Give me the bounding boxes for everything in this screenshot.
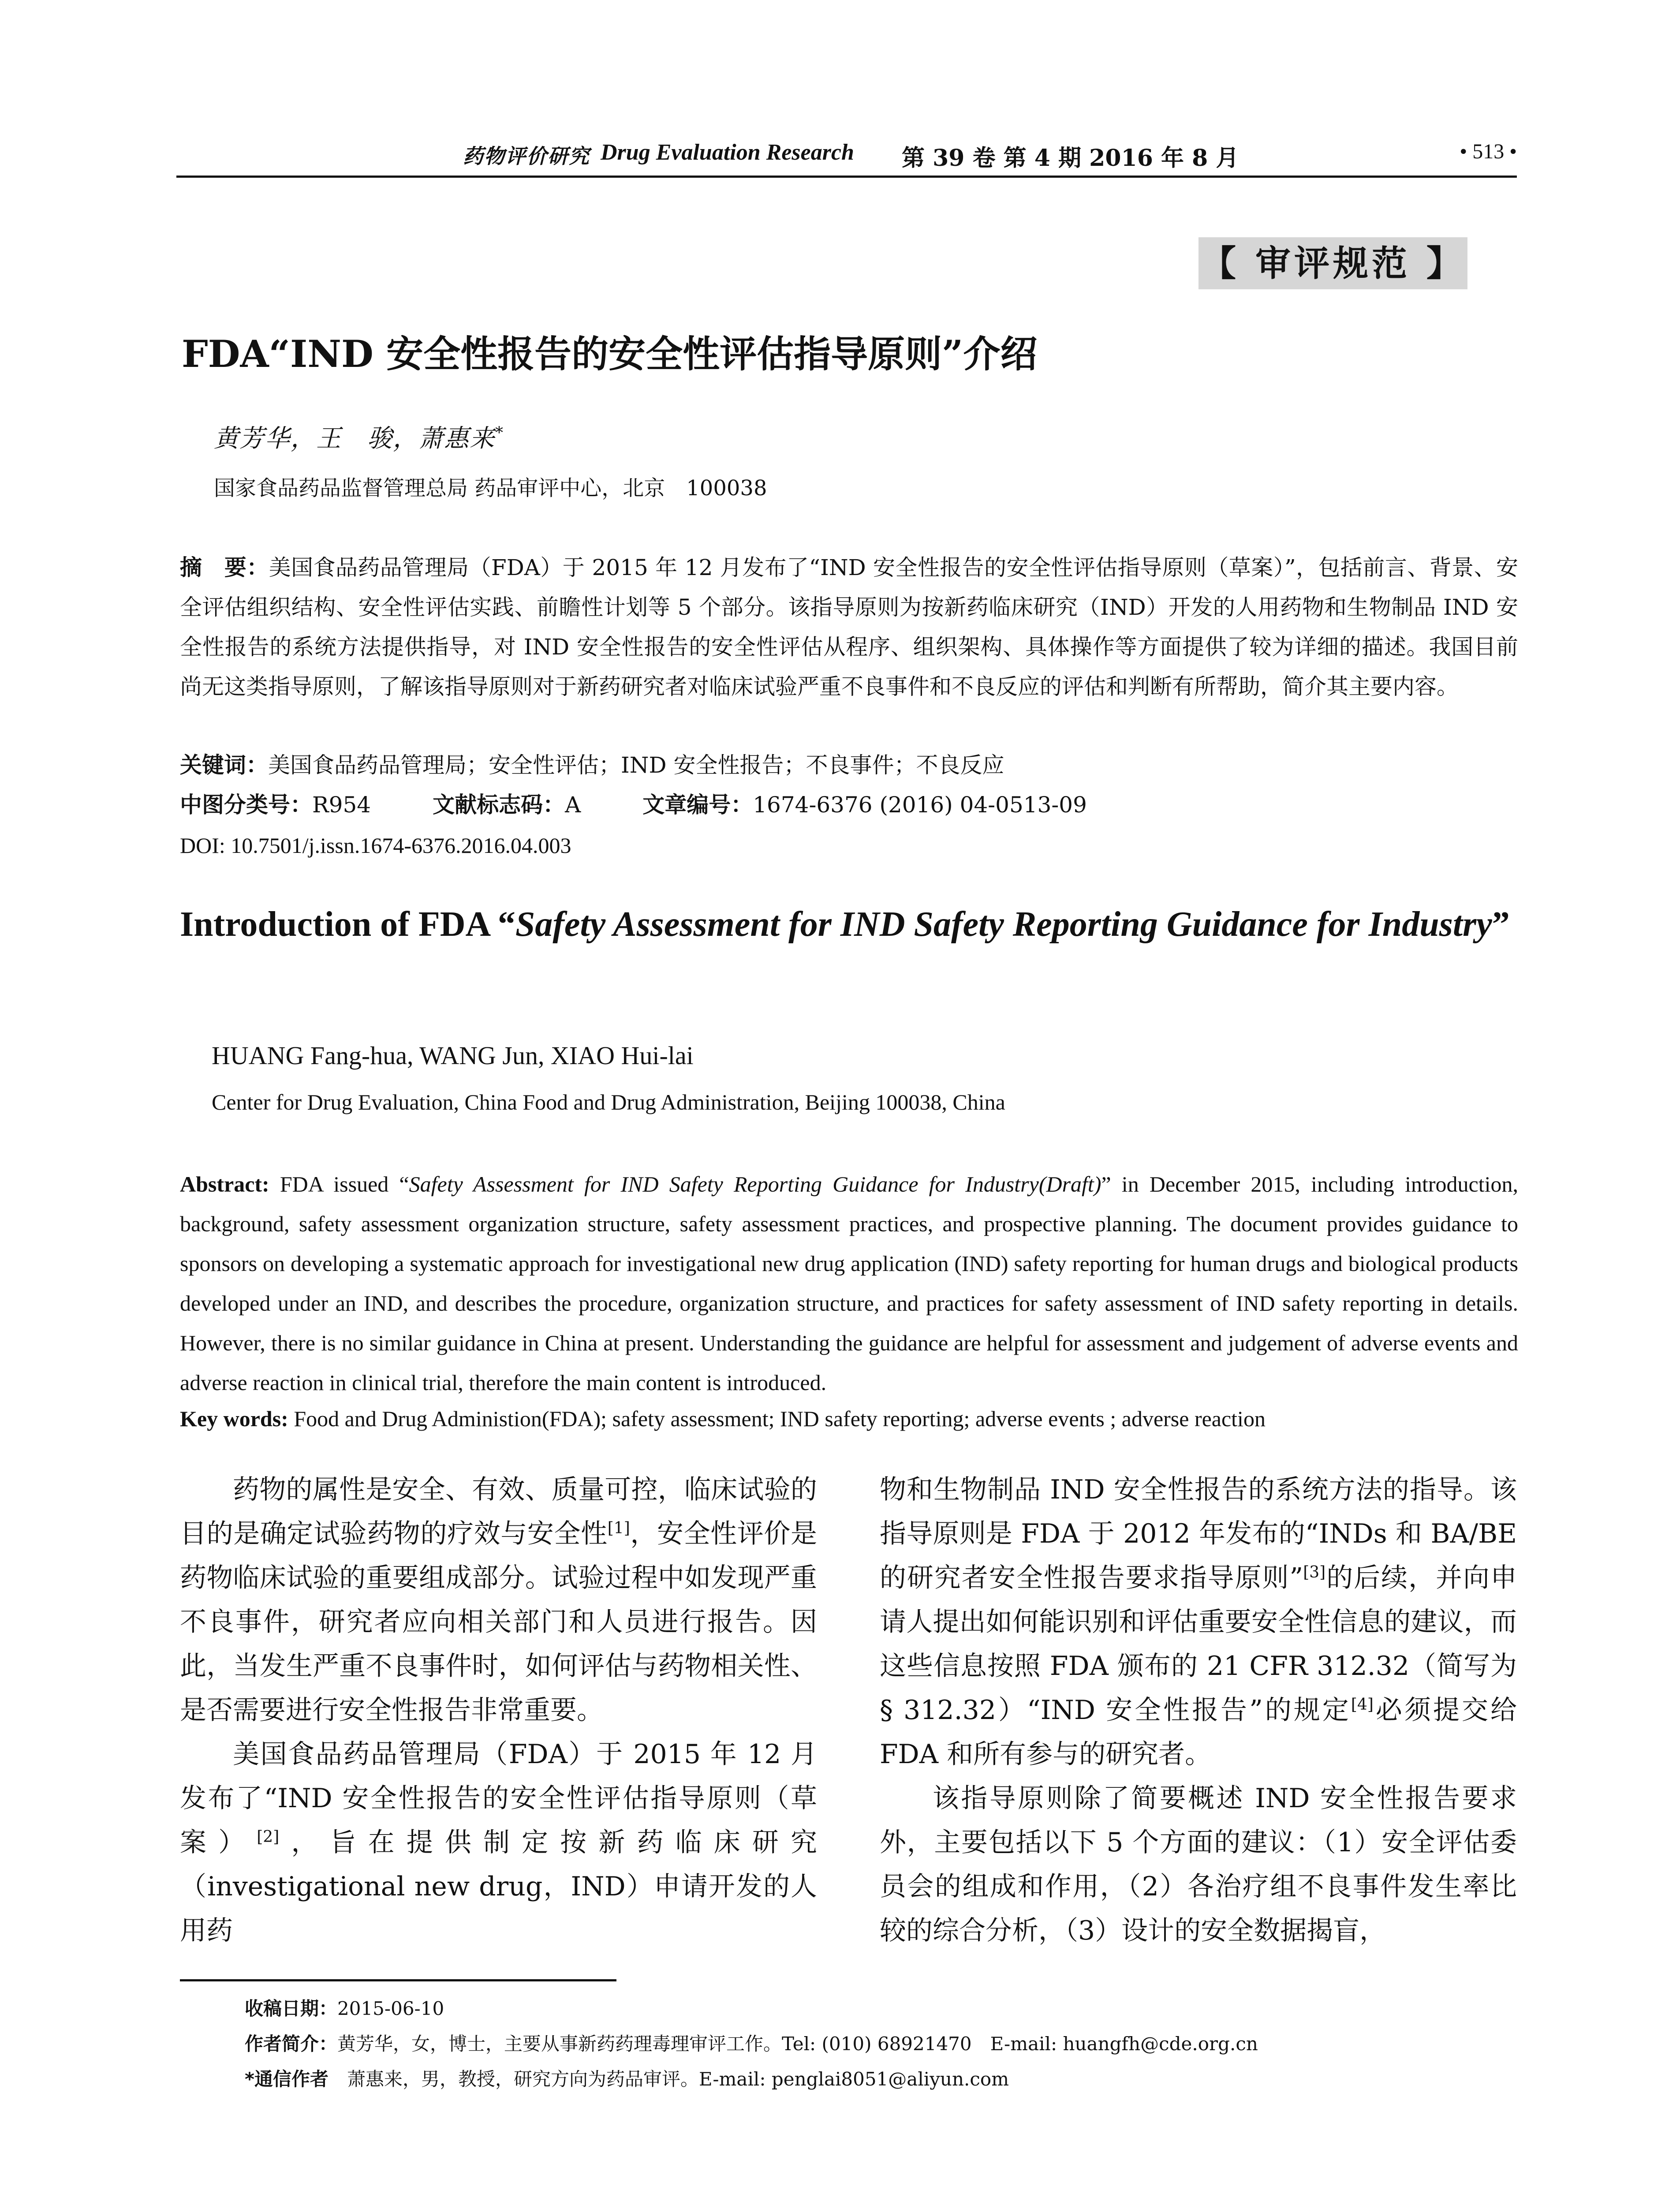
footnote-corresponding <box>245 2065 1009 2091</box>
corresponding-info: 萧惠来，男，教授，研究方向为药品审评。E-mail: penglai8051@aliyun.com <box>328 2068 1009 2090</box>
english-abstract-label: Abstract: <box>180 1172 269 1196</box>
corresponding-label: *通信作者 <box>245 2068 329 2090</box>
body-text: ，安全性评价是药物临床试验的重要组成部分。试验过程中如发现严重不良事件，研究者应向相关部门和人员进行报告。因此，当发生严重不良事件时，如何评估与药物相关性、是否需要进行安全性报告非常重要。 <box>180 1518 818 1726</box>
article-no-label: 文章编号： <box>642 792 753 818</box>
corresponding-mark: * <box>495 424 504 442</box>
doc-code-value: A <box>565 792 581 818</box>
english-keywords-label: Key words: <box>180 1406 288 1431</box>
chinese-abstract-text: 美国食品药品管理局（FDA）于 2015 年 12 月发布了“IND 安全性报告的安全性评估指导原则（草案）”，包括前言、背景、安全评估组织结构、安全性评估实践、前瞻性计划等 5 个部分。该指导原则为按新药临床研究（IND）开发的人用药物和生物制品 IND 安全性报告的系统方法提供指导，对 IND 安全性报告的安全性评估从程序、组织架构、具体操作等方面提供了较为详细的描述。我国目前尚无这类指导原则，了解该指导原则对于新药研究者对临床试验严重不良事件和不良反应的评估和判断有所帮助，简介其主要内容。 <box>180 555 1518 699</box>
page-number: • 513 • <box>1460 140 1517 163</box>
english-title-italic: Safety Assessment for IND Safety Reporting Guidance for Industry <box>515 905 1492 944</box>
english-authors: HUANG Fang-hua, WANG Jun, XIAO Hui-lai <box>212 1041 694 1070</box>
chinese-title: FDA“IND 安全性报告的安全性评估指导原则”介绍 <box>182 332 1038 376</box>
author-label: 作者简介： <box>245 2033 338 2055</box>
reference-mark[interactable]: [1] <box>607 1519 630 1537</box>
doc-code-label: 文献标志码： <box>433 792 565 818</box>
body-paragraph <box>180 1468 817 1732</box>
header-rule <box>176 176 1517 178</box>
chinese-abstract-label: 摘 要： <box>180 555 269 580</box>
chinese-keywords-label: 关键词： <box>180 752 268 778</box>
body-text: 必须提交给 FDA 和所有参与的研究者。 <box>880 1695 1517 1770</box>
footnote-author <box>245 2029 1258 2056</box>
english-abstract-text: ” in December 2015, including introduction, background, safety assessment organization structure, safety assessment practices, and prospective planning. The document provides guidance to sponsors on developing a systematic approach for investigational new drug application (IND) safety reporting for human drugs and biological products developed under an IND, and describes the procedure, organization structure, and practices for safety assessment of IND safety reporting in details. However, there is no similar guidance in China at present. Understanding the guidance are helpful for assessment and judgement of adverse events and adverse reaction in clinical trial, therefore the main content is introduced. <box>180 1172 1518 1395</box>
body-text: 物和生物制品 IND 安全性报告的系统方法的指导。该指导原则是 FDA 于 2012 年发布的“INDs 和 BA/BE 的研究者安全性报告要求指导原则” <box>880 1474 1517 1593</box>
footnote-rule <box>180 1979 616 1981</box>
footnote-received <box>245 1994 444 2021</box>
chinese-keywords <box>180 745 1004 785</box>
received-label: 收稿日期： <box>245 1998 338 2019</box>
journal-logo: 药物评价研究 <box>463 144 590 168</box>
chinese-keywords-text: 美国食品药品管理局；安全性评估；IND 安全性报告；不良事件；不良反应 <box>268 752 1004 778</box>
article-no-value: 1674-6376 (2016) 04-0513-09 <box>753 792 1087 818</box>
clc-label: 中图分类号： <box>180 792 312 818</box>
body-text: 美国食品药品管理局（FDA）于 2015 年 12 月发布了“IND 安全性报告的安全性评估指导原则（草案） <box>180 1739 817 1858</box>
chinese-affiliation: 国家食品药品监督管理总局 药品审评中心，北京 100038 <box>214 476 767 501</box>
body-text: 的后续，并向申请人提出如何能识别和评估重要安全性信息的建议，而这些信息按照 FDA 颁布的 21 CFR 312.32（简写为 § 312.32）“IND 安全性报告”的规定 <box>880 1562 1517 1726</box>
english-keywords <box>180 1406 1266 1431</box>
reference-mark[interactable]: [3] <box>1303 1563 1326 1581</box>
english-affiliation: Center for Drug Evaluation, China Food and Drug Administration, Beijing 100038, China <box>212 1090 1005 1114</box>
english-title <box>180 900 1518 949</box>
body-column-left <box>180 1468 817 1953</box>
chinese-author-names: 黄芳华，王 骏，萧惠来 <box>214 424 495 453</box>
journal-name: Drug Evaluation Research <box>601 140 854 165</box>
reference-mark[interactable]: [2] <box>257 1828 280 1846</box>
running-header <box>176 140 1517 172</box>
english-abstract-italic: Safety Assessment for IND Safety Reporting Guidance for Industry(Draft) <box>409 1172 1101 1196</box>
english-abstract-pre: FDA issued “ <box>269 1172 409 1196</box>
volume-issue: 第 39 卷 第 4 期 2016 年 8 月 <box>902 145 1239 172</box>
body-paragraph <box>180 1732 817 1953</box>
chinese-abstract <box>180 548 1518 706</box>
clc-value: R954 <box>312 792 371 818</box>
body-text: 该指导原则除了简要概述 IND 安全性报告要求外，主要包括以下 5 个方面的建议：（1）安全评估委员会的组成和作用，（2）各治疗组不良事件发生率比较的综合分析，（3）设计的安全数据揭盲， <box>880 1783 1517 1946</box>
body-paragraph <box>880 1776 1517 1953</box>
chinese-authors <box>214 419 504 454</box>
body-paragraph <box>880 1468 1517 1776</box>
reference-mark[interactable]: [4] <box>1351 1696 1374 1714</box>
english-title-prefix: Introduction of FDA “ <box>180 905 515 944</box>
english-abstract <box>180 1164 1518 1402</box>
body-text: ，旨在提供制定按新药临床研究（investigational new drug，IND）申请开发的人用药 <box>180 1827 817 1946</box>
author-info: 黄芳华，女，博士，主要从事新药药理毒理审评工作。Tel: (010) 68921470 E-mail: huangfh@cde.org.cn <box>337 2033 1258 2055</box>
doi: DOI: 10.7501/j.issn.1674-6376.2016.04.003 <box>180 833 571 858</box>
body-column-right <box>880 1468 1517 1953</box>
english-title-suffix: ” <box>1492 905 1510 944</box>
body-text: 药物的属性是安全、有效、质量可控，临床试验的目的是确定试验药物的疗效与安全性 <box>180 1474 817 1549</box>
english-keywords-text: Food and Drug Administion(FDA); safety assessment; IND safety reporting; adverse events ; adverse reaction <box>288 1406 1266 1431</box>
received-date: 2015-06-10 <box>337 1998 444 2019</box>
classification-row <box>180 785 1087 825</box>
section-label: 【 审评规范 】 <box>1198 237 1467 289</box>
